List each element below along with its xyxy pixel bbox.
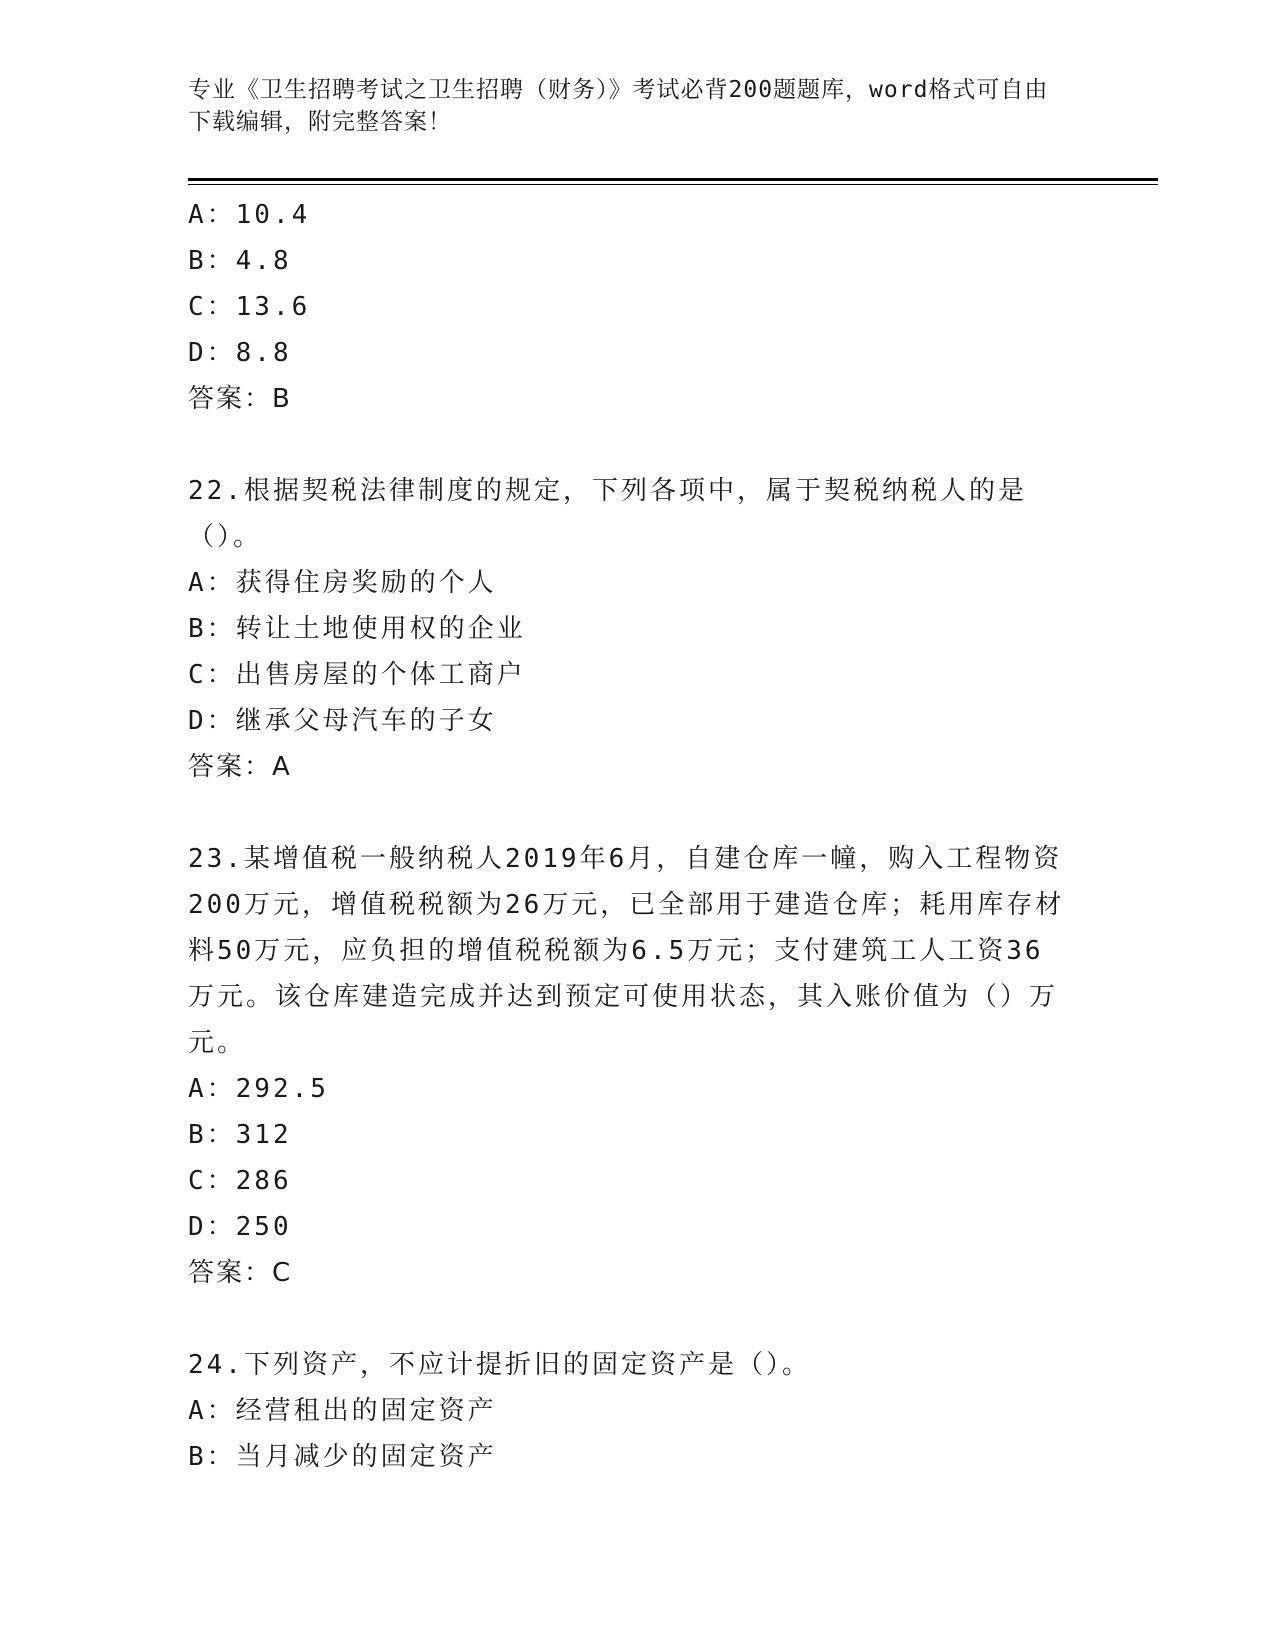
question-22-block [188,468,1068,790]
q22-option-d: D：继承父母汽车的子女 [188,706,497,736]
header-rule-thick [188,178,1158,181]
q21-option-a: A：10.4 [188,200,311,230]
q24-option-a: A：经营租出的固定资产 [188,1396,497,1426]
question-24-block [188,1342,1068,1480]
q23-stem: 23.某增值税一般纳税人2019年6月，自建仓库一幢，购入工程物资200万元，增值税税额为26万元，已全部用于建造仓库；耗用库存材料50万元，应负担的增值税税额为6.5万元；支付建筑工人工资36万元。该仓库建造完成并达到预定可使用状态，其入账价值为（）万元。 [188,844,1065,1058]
q23-option-d: D：250 [188,1212,292,1242]
document-body [188,192,1068,1480]
q23-answer: 答案：C [188,1258,293,1288]
header-rule-thin [188,184,1158,185]
q21-answer: 答案：B [188,384,292,414]
q22-option-b: B：转让土地使用权的企业 [188,614,526,644]
q22-stem: 22.根据契税法律制度的规定，下列各项中，属于契税纳税人的是（）。 [188,476,1027,552]
q22-option-a: A：获得住房奖励的个人 [188,568,497,598]
q23-option-c: C：286 [188,1166,292,1196]
question-21-block [188,192,1068,422]
q21-option-d: D：8.8 [188,338,292,368]
q24-option-b: B：当月减少的固定资产 [188,1442,497,1472]
q21-option-c: C：13.6 [188,292,311,322]
question-23-block [188,836,1068,1296]
q23-option-a: A：292.5 [188,1074,329,1104]
document-header: 专业《卫生招聘考试之卫生招聘（财务）》考试必背200题题库，word格式可自由下载编辑，附完整答案！ [188,77,1049,135]
q22-option-c: C：出售房屋的个体工商户 [188,660,526,690]
q22-answer: 答案：A [188,752,292,782]
q21-option-b: B：4.8 [188,246,292,276]
q24-stem: 24.下列资产，不应计提折旧的固定资产是（）。 [188,1350,811,1380]
q23-option-b: B：312 [188,1120,292,1150]
